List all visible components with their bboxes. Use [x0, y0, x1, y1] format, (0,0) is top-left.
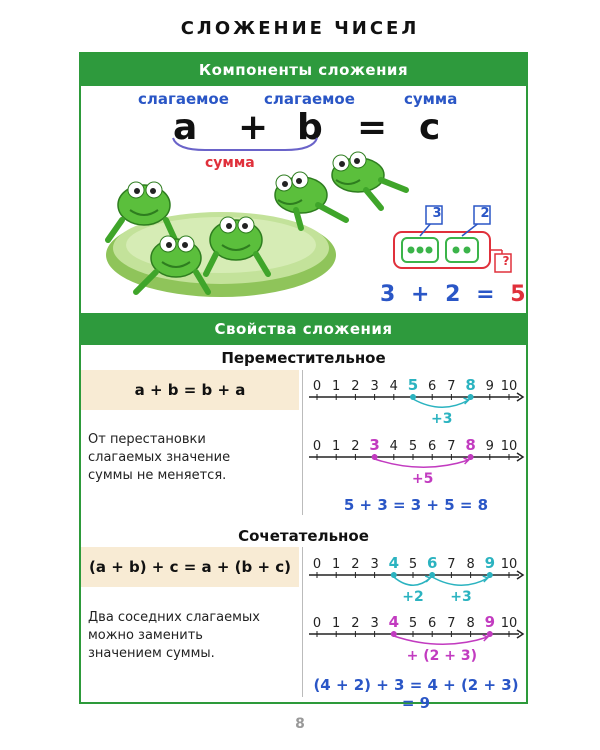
- tick-label: 2: [351, 439, 360, 454]
- tick-label: 10: [500, 616, 518, 631]
- tick-label: 0: [312, 379, 322, 394]
- number-line-comm-2: [305, 435, 527, 485]
- term-addend-2: слагаемое: [264, 90, 355, 108]
- arc-label: +3: [431, 411, 453, 425]
- tick-label: 3: [370, 557, 379, 572]
- tick-label: 10: [500, 557, 518, 572]
- properties-header: Свойства сложения: [79, 313, 528, 345]
- tick-label: 4: [388, 554, 400, 572]
- commutative-formula: a + b = b + a: [134, 381, 246, 399]
- jump-arc: [394, 577, 430, 585]
- point-marker: [487, 572, 493, 578]
- text-line: Два соседних слагаемых: [88, 610, 260, 625]
- tick-label: 9: [485, 439, 494, 454]
- tick-label: 2: [351, 557, 360, 572]
- tick-label: 7: [447, 616, 456, 631]
- text-line: суммы не меняется.: [88, 468, 227, 483]
- tick-label: 1: [332, 616, 341, 631]
- tick-label: 0: [312, 616, 322, 631]
- tick-label: 8: [466, 616, 475, 631]
- tick-label: 10: [500, 379, 518, 394]
- arc-label: +3: [450, 589, 472, 605]
- point-marker: [468, 394, 474, 400]
- point-marker: [468, 454, 474, 460]
- page-number: 8: [295, 716, 305, 732]
- tick-label: 5: [408, 439, 418, 454]
- commutative-equation: 5 + 3 = 3 + 5 = 8: [343, 496, 489, 514]
- commutative-title: Переместительное: [221, 349, 386, 367]
- arc-label: + (2 + 3): [406, 648, 477, 664]
- eq-n1: 3: [380, 282, 396, 307]
- jump-arc: [375, 459, 469, 467]
- tick-label: 9: [484, 554, 496, 572]
- tick-label: 6: [428, 379, 437, 394]
- term-sum: сумма: [404, 90, 458, 108]
- tick-label: 4: [389, 439, 398, 454]
- tick-label: 5: [407, 376, 419, 394]
- equals-sign: =: [357, 107, 388, 148]
- tick-label: 7: [447, 557, 456, 572]
- tick-label: 0: [312, 557, 322, 572]
- box-count-2: 2: [480, 206, 490, 221]
- arc-label: +2: [402, 589, 424, 605]
- point-marker: [487, 631, 493, 637]
- frogs-illustration: [96, 150, 426, 305]
- tick-label: 4: [389, 379, 398, 394]
- tick-label: 3: [369, 436, 380, 454]
- jump-arc: [413, 399, 469, 407]
- tick-label: 5: [408, 616, 418, 631]
- arc-label: +5: [411, 471, 434, 485]
- eq-result: 5: [510, 282, 526, 307]
- tick-label: 2: [351, 616, 360, 631]
- tick-label: 8: [466, 557, 475, 572]
- associative-formula: (a + b) + c = a + (b + c): [89, 558, 291, 576]
- tick-label: 9: [484, 613, 496, 631]
- var-b: b: [297, 107, 323, 148]
- divider: [302, 547, 303, 697]
- eq-n2: 2: [445, 282, 461, 307]
- tick-label: 7: [447, 439, 456, 454]
- tick-label: 1: [332, 379, 341, 394]
- associative-equation: (4 + 2) + 3 = 4 + (2 + 3) = 9: [313, 676, 519, 712]
- divider: [302, 370, 303, 515]
- counting-diagram: [392, 200, 522, 280]
- tick-label: 4: [388, 613, 400, 631]
- tick-label: 8: [465, 436, 476, 454]
- text-line: можно заменить: [88, 628, 203, 643]
- number-line-assoc-1: [305, 553, 527, 605]
- number-line-comm-1: [305, 375, 527, 425]
- commutative-text: [88, 431, 298, 485]
- tick-label: 7: [447, 379, 456, 394]
- tick-label: 3: [370, 616, 379, 631]
- text-line: От перестановки: [88, 432, 206, 447]
- jump-arc: [394, 636, 488, 644]
- tick-label: 8: [465, 376, 476, 394]
- term-addend-1: слагаемое: [138, 90, 229, 108]
- tick-label: 1: [332, 439, 341, 454]
- var-c: c: [419, 107, 441, 148]
- example-equation: [380, 282, 526, 307]
- tick-label: 5: [408, 557, 418, 572]
- var-a: a: [173, 107, 198, 148]
- tick-label: 6: [428, 439, 437, 454]
- associative-text: [88, 609, 298, 663]
- jump-arc: [432, 577, 488, 585]
- text-line: значением суммы.: [88, 646, 215, 661]
- tick-label: 0: [312, 439, 322, 454]
- plus-sign: +: [238, 107, 269, 148]
- eq-plus: +: [410, 282, 430, 307]
- tick-label: 6: [426, 554, 438, 572]
- associative-title: Сочетательное: [238, 527, 369, 545]
- brace-label: сумма: [205, 155, 255, 171]
- tick-label: 6: [428, 616, 437, 631]
- components-header: Компоненты сложения: [79, 54, 528, 86]
- box-question: ?: [502, 254, 510, 268]
- tick-label: 2: [351, 379, 360, 394]
- number-line-assoc-2: [305, 612, 527, 664]
- tick-label: 10: [500, 439, 518, 454]
- tick-label: 9: [485, 379, 494, 394]
- tick-label: 1: [332, 557, 341, 572]
- tick-label: 3: [370, 379, 379, 394]
- page-title: СЛОЖЕНИЕ ЧИСЕЛ: [180, 18, 420, 39]
- text-line: слагаемых значение: [88, 450, 231, 465]
- eq-equals: =: [476, 282, 495, 307]
- box-count-3: 3: [432, 206, 442, 221]
